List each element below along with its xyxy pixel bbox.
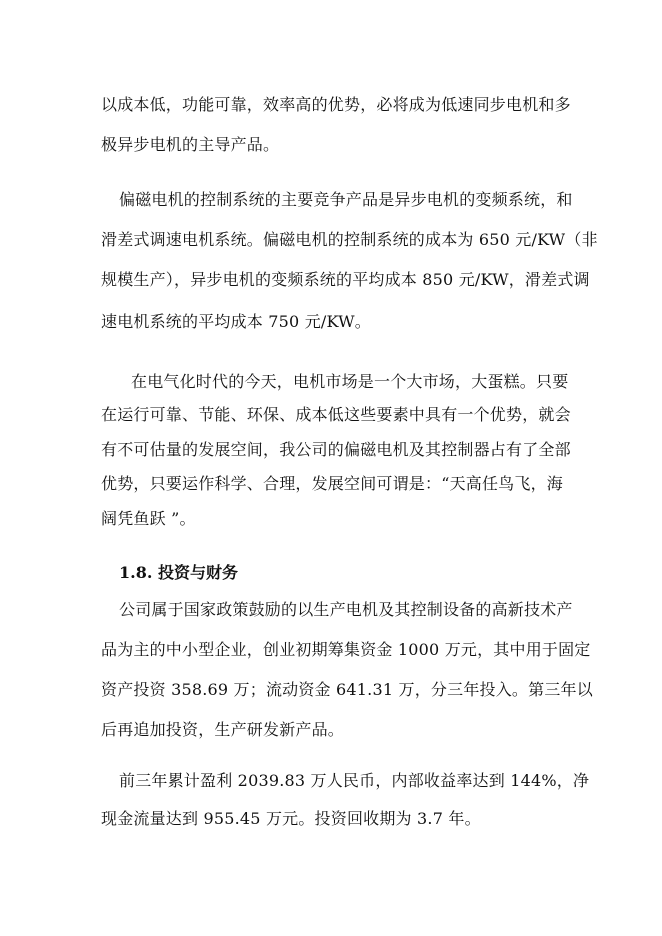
section-paragraph-1-line-3: 资产投资 358.69 万；流动资金 641.31 万，分三年投入。第三年以 <box>101 680 593 699</box>
paragraph-3-line-4: 优势，只要运作科学、合理，发展空间可谓是：“天高任鸟飞，海 <box>101 474 563 493</box>
paragraph-1-line-1: 以成本低，功能可靠，效率高的优势，必将成为低速同步电机和多 <box>101 95 571 114</box>
paragraph-3-line-2: 在运行可靠、节能、环保、成本低这些要素中具有一个优势，就会 <box>101 405 571 424</box>
section-paragraph-1-line-2: 品为主的中小型企业，创业初期筹集资金 1000 万元，其中用于固定 <box>101 640 591 659</box>
section-paragraph-1-line-1: 公司属于国家政策鼓励的以生产电机及其控制设备的高新技术产 <box>119 600 573 619</box>
section-heading: 1.8. 投资与财务 <box>119 563 238 582</box>
paragraph-2-line-1: 偏磁电机的控制系统的主要竞争产品是异步电机的变频系统，和 <box>119 190 573 209</box>
section-paragraph-2-line-2: 现金流量达到 955.45 万元。投资回收期为 3.7 年。 <box>101 809 481 828</box>
section-paragraph-1-line-4: 后再追加投资，生产研发新产品。 <box>101 720 345 739</box>
paragraph-1-line-2: 极异步电机的主导产品。 <box>101 135 280 154</box>
paragraph-3-line-5: 阔凭鱼跃 ”。 <box>101 509 196 528</box>
paragraph-2-line-4: 速电机系统的平均成本 750 元/KW。 <box>101 312 371 331</box>
paragraph-2-line-2: 滑差式调速电机系统。偏磁电机的控制系统的成本为 650 元/KW（非 <box>101 230 598 249</box>
paragraph-3-line-3: 有不可估量的发展空间，我公司的偏磁电机及其控制器占有了全部 <box>101 440 571 459</box>
paragraph-3-line-1: 在电气化时代的今天，电机市场是一个大市场，大蛋糕。只要 <box>131 372 569 391</box>
paragraph-2-line-3: 规模生产），异步电机的变频系统的平均成本 850 元/KW，滑差式调 <box>101 270 590 289</box>
section-paragraph-2-line-1: 前三年累计盈利 2039.83 万人民币，内部收益率达到 144%，净 <box>119 771 590 790</box>
